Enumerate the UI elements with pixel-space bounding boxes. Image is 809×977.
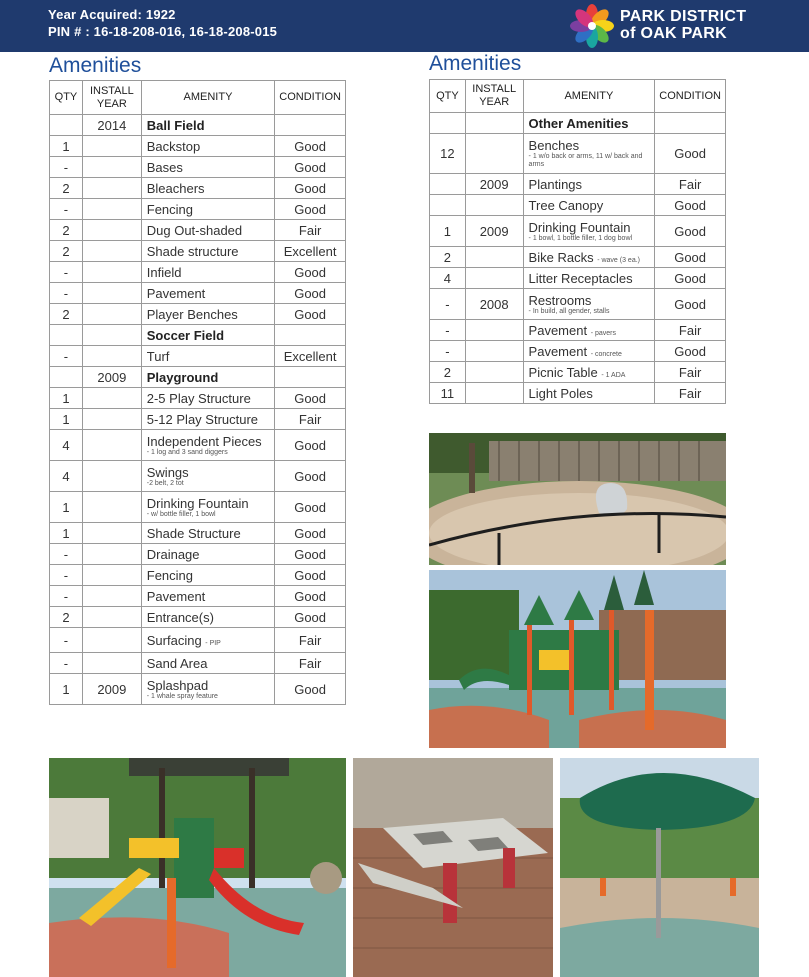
amenity-cell	[141, 492, 274, 523]
amenity-cell	[141, 388, 274, 409]
qty-header: QTY	[50, 81, 83, 115]
install-year-cell	[82, 325, 141, 346]
qty-cell: 2	[50, 178, 83, 199]
category-row	[50, 115, 346, 136]
table-row	[430, 268, 726, 289]
amenity-note: - wave (3 ea.)	[597, 256, 640, 264]
amenity-note: - PIP	[205, 639, 221, 647]
amenity-name-swings: Swings	[146, 464, 189, 480]
amenity-cell	[141, 461, 274, 492]
amenity-cell	[523, 320, 655, 341]
condition-cell: Good	[655, 195, 726, 216]
pin-number: PIN # : 16-18-208-016, 16-18-208-015	[48, 24, 278, 39]
qty-cell: 1	[50, 388, 83, 409]
install-year-cell: 2009	[82, 674, 141, 705]
qty-cell: 1	[50, 136, 83, 157]
install-year-cell	[82, 346, 141, 367]
qty-cell	[430, 113, 466, 134]
install-year-cell: 2009	[465, 216, 523, 247]
logo-line-1: PARK DISTRICT	[620, 8, 747, 25]
condition-cell: Good	[655, 247, 726, 268]
qty-cell: 1	[50, 409, 83, 430]
condition-cell: Fair	[655, 174, 726, 195]
install-year-cell	[82, 586, 141, 607]
condition-cell: Good	[275, 199, 346, 220]
condition-cell	[275, 115, 346, 136]
amenity-cell	[523, 216, 655, 247]
amenity-cell	[523, 383, 655, 404]
table-header-row	[50, 81, 346, 115]
install-year-cell	[82, 136, 141, 157]
photo-picnic-table	[353, 758, 553, 977]
qty-cell: -	[50, 586, 83, 607]
install-year-cell	[465, 383, 523, 404]
install-year-cell	[82, 461, 141, 492]
qty-cell	[50, 115, 83, 136]
amenity-cell	[523, 195, 655, 216]
qty-header: QTY	[430, 80, 466, 113]
amenity-name-pavement: Pavement	[528, 322, 588, 338]
amenity-name-bike-racks: Bike Racks	[528, 249, 594, 265]
condition-cell: Good	[275, 607, 346, 628]
table-row	[50, 628, 346, 653]
install-year-cell	[82, 430, 141, 461]
table-row	[50, 283, 346, 304]
qty-cell: 11	[430, 383, 466, 404]
install-year-cell	[82, 565, 141, 586]
amenity-cell	[141, 565, 274, 586]
table-row	[50, 430, 346, 461]
qty-cell: -	[50, 157, 83, 178]
table-row	[50, 492, 346, 523]
condition-cell: Good	[275, 430, 346, 461]
table-row	[50, 653, 346, 674]
table-row	[430, 174, 726, 195]
amenity-name-ball-field: Ball Field	[146, 117, 205, 133]
amenity-note: - 1 log and 3 sand diggers	[146, 448, 228, 456]
qty-cell: -	[430, 320, 466, 341]
amenity-name-5-12-play-structure: 5-12 Play Structure	[146, 411, 259, 427]
amenity-name-bleachers: Bleachers	[146, 180, 205, 196]
amenity-cell	[141, 674, 274, 705]
condition-cell: Good	[275, 157, 346, 178]
install-year-cell: 2009	[465, 174, 523, 195]
amenity-name-drainage: Drainage	[146, 546, 200, 562]
amenity-note: - 1 whale spray feature	[146, 692, 218, 700]
install-year-cell	[82, 178, 141, 199]
install-year-cell: 2014	[82, 115, 141, 136]
table-row	[50, 409, 346, 430]
category-row	[430, 113, 726, 134]
qty-cell: 4	[50, 430, 83, 461]
install-year-header: INSTALL YEAR	[465, 80, 523, 113]
table-row	[50, 607, 346, 628]
amenity-name-backstop: Backstop	[146, 138, 201, 154]
qty-cell: -	[50, 283, 83, 304]
amenity-cell	[523, 174, 655, 195]
amenity-name-fencing: Fencing	[146, 567, 193, 583]
condition-header: CONDITION	[275, 81, 346, 115]
amenity-header: AMENITY	[523, 80, 655, 113]
qty-cell: 1	[50, 523, 83, 544]
condition-cell	[655, 113, 726, 134]
qty-cell: 2	[430, 362, 466, 383]
amenity-name-entrance-s: Entrance(s)	[146, 609, 214, 625]
amenity-cell	[141, 409, 274, 430]
table-row	[50, 262, 346, 283]
qty-cell: -	[50, 565, 83, 586]
amenity-name-player-benches: Player Benches	[146, 306, 238, 322]
table-row	[430, 216, 726, 247]
amenity-cell	[523, 113, 655, 134]
condition-cell: Fair	[655, 320, 726, 341]
install-year-cell	[82, 199, 141, 220]
install-year-cell	[82, 409, 141, 430]
amenity-cell	[523, 268, 655, 289]
table-row	[430, 247, 726, 268]
amenity-name-bases: Bases	[146, 159, 183, 175]
logo-line-2: of OAK PARK	[620, 25, 727, 42]
photo-playground-structure	[429, 570, 726, 748]
condition-cell: Good	[275, 492, 346, 523]
condition-cell: Good	[275, 304, 346, 325]
condition-cell: Good	[655, 289, 726, 320]
amenity-cell	[141, 346, 274, 367]
amenity-cell	[523, 362, 655, 383]
amenity-name-pavement: Pavement	[528, 343, 588, 359]
install-year-cell	[465, 320, 523, 341]
amenity-cell	[141, 523, 274, 544]
condition-cell: Good	[275, 461, 346, 492]
amenity-name-other-amenities: Other Amenities	[528, 115, 629, 131]
amenity-note: - In build, all gender, stalls	[528, 307, 610, 315]
table-row	[50, 178, 346, 199]
install-year-cell	[82, 241, 141, 262]
qty-cell: 1	[430, 216, 466, 247]
qty-cell: 4	[50, 461, 83, 492]
table-row	[50, 304, 346, 325]
install-year-cell	[82, 523, 141, 544]
condition-cell: Excellent	[275, 241, 346, 262]
amenity-name-drinking-fountain: Drinking Fountain	[146, 495, 249, 511]
table-row	[430, 289, 726, 320]
condition-cell: Fair	[275, 653, 346, 674]
install-year-cell	[82, 653, 141, 674]
install-year-cell	[465, 268, 523, 289]
amenity-name-pavement: Pavement	[146, 285, 206, 301]
amenity-name-splashpad: Splashpad	[146, 677, 209, 693]
table-row	[50, 136, 346, 157]
amenity-name-benches: Benches	[528, 138, 580, 153]
install-year-cell	[465, 134, 523, 174]
table-row	[50, 220, 346, 241]
amenity-cell	[141, 586, 274, 607]
install-year-cell	[82, 262, 141, 283]
amenity-note: - 1 ADA	[601, 371, 626, 379]
table-row	[50, 544, 346, 565]
condition-cell: Good	[275, 178, 346, 199]
condition-cell: Good	[275, 674, 346, 705]
table-row	[430, 341, 726, 362]
qty-cell: 4	[430, 268, 466, 289]
amenity-cell	[523, 134, 655, 174]
condition-cell	[275, 367, 346, 388]
condition-cell: Good	[275, 262, 346, 283]
condition-cell: Good	[275, 523, 346, 544]
amenity-cell	[141, 367, 274, 388]
table-row	[50, 388, 346, 409]
amenity-note: - concrete	[590, 350, 622, 358]
amenity-note: - 1 bowl, 1 bottle filler, 1 dog bowl	[528, 234, 633, 242]
amenity-note: -2 belt, 2 tot	[146, 479, 184, 487]
condition-header: CONDITION	[655, 80, 726, 113]
amenity-name-fencing: Fencing	[146, 201, 193, 217]
table-row	[50, 241, 346, 262]
amenity-name-playground: Playground	[146, 369, 219, 385]
install-year-cell	[82, 607, 141, 628]
install-year-cell	[82, 157, 141, 178]
qty-cell: 2	[430, 247, 466, 268]
amenity-name-drinking-fountain: Drinking Fountain	[528, 219, 631, 235]
amenity-name-shade-structure: Shade Structure	[146, 525, 241, 541]
table-row	[50, 565, 346, 586]
table-row	[430, 362, 726, 383]
condition-cell: Fair	[655, 362, 726, 383]
amenity-name-shade-structure: Shade structure	[146, 243, 239, 259]
amenity-cell	[141, 178, 274, 199]
qty-cell: 2	[50, 220, 83, 241]
amenity-note: - w/ bottle filler, 1 bowl	[146, 510, 216, 518]
install-year-cell	[82, 304, 141, 325]
condition-cell: Good	[655, 341, 726, 362]
qty-cell: -	[430, 341, 466, 362]
amenity-cell	[523, 341, 655, 362]
qty-cell	[50, 325, 83, 346]
install-year-cell	[82, 628, 141, 653]
table-row	[430, 320, 726, 341]
qty-cell	[430, 174, 466, 195]
qty-cell	[430, 195, 466, 216]
amenity-cell	[141, 262, 274, 283]
amenity-cell	[523, 247, 655, 268]
amenity-note: - 1 w/o back or arms, 11 w/ back and arms	[528, 153, 643, 168]
condition-cell: Fair	[275, 628, 346, 653]
install-year-cell: 2009	[82, 367, 141, 388]
right-amenities-table	[429, 79, 726, 404]
qty-cell: -	[430, 289, 466, 320]
qty-cell: -	[50, 199, 83, 220]
qty-cell: 12	[430, 134, 466, 174]
install-year-cell	[82, 283, 141, 304]
install-year-cell	[465, 247, 523, 268]
page-header	[0, 0, 809, 52]
amenity-name-light-poles: Light Poles	[528, 385, 593, 401]
condition-cell: Good	[275, 136, 346, 157]
qty-cell: -	[50, 653, 83, 674]
condition-cell: Good	[655, 216, 726, 247]
amenity-cell	[141, 628, 274, 653]
amenity-cell	[141, 283, 274, 304]
table-row	[50, 346, 346, 367]
left-amenities-table	[49, 80, 346, 705]
table-row	[50, 674, 346, 705]
install-year-cell	[82, 492, 141, 523]
amenity-cell	[141, 304, 274, 325]
amenity-name-pavement: Pavement	[146, 588, 206, 604]
photo-shaded-playground	[49, 758, 346, 977]
qty-cell: -	[50, 346, 83, 367]
amenity-name-sand-area: Sand Area	[146, 655, 208, 671]
amenity-cell	[141, 241, 274, 262]
condition-cell: Fair	[655, 383, 726, 404]
parcel-info	[48, 6, 277, 40]
table-row	[50, 461, 346, 492]
qty-cell: 2	[50, 304, 83, 325]
amenity-cell	[141, 325, 274, 346]
amenity-name-dug-out-shaded: Dug Out-shaded	[146, 222, 243, 238]
amenity-cell	[141, 136, 274, 157]
condition-cell: Good	[655, 268, 726, 289]
table-header-row	[430, 80, 726, 113]
qty-cell: 1	[50, 674, 83, 705]
condition-cell: Good	[655, 134, 726, 174]
amenity-name-restrooms: Restrooms	[528, 292, 592, 308]
amenity-cell	[141, 430, 274, 461]
install-year-cell	[82, 544, 141, 565]
install-year-cell	[465, 362, 523, 383]
qty-cell: 2	[50, 607, 83, 628]
right-section-title: Amenities	[429, 52, 522, 75]
amenity-name-soccer-field: Soccer Field	[146, 327, 225, 343]
condition-cell: Fair	[275, 220, 346, 241]
install-year-cell: 2008	[465, 289, 523, 320]
table-row	[50, 157, 346, 178]
table-row	[50, 199, 346, 220]
amenity-name-independent-pieces: Independent Pieces	[146, 433, 262, 449]
install-year-cell	[82, 220, 141, 241]
table-row	[430, 134, 726, 174]
left-section-title: Amenities	[49, 54, 142, 77]
table-row	[430, 383, 726, 404]
condition-cell: Good	[275, 283, 346, 304]
amenity-name-picnic-table: Picnic Table	[528, 364, 598, 380]
amenity-cell	[141, 544, 274, 565]
amenity-cell	[141, 115, 274, 136]
install-year-cell	[465, 341, 523, 362]
qty-cell	[50, 367, 83, 388]
condition-cell	[275, 325, 346, 346]
condition-cell: Fair	[275, 409, 346, 430]
amenity-name-turf: Turf	[146, 348, 170, 364]
install-year-cell	[465, 113, 523, 134]
condition-cell: Good	[275, 388, 346, 409]
condition-cell: Excellent	[275, 346, 346, 367]
table-row	[50, 586, 346, 607]
condition-cell: Good	[275, 586, 346, 607]
amenity-name-surfacing: Surfacing	[146, 632, 202, 648]
year-acquired: Year Acquired: 1922	[48, 7, 176, 22]
amenity-cell	[523, 289, 655, 320]
amenity-header: AMENITY	[141, 81, 274, 115]
logo-wordmark	[620, 8, 746, 42]
photo-shade-umbrella	[560, 758, 759, 977]
category-row	[50, 325, 346, 346]
amenity-name-plantings: Plantings	[528, 176, 583, 192]
qty-cell: -	[50, 262, 83, 283]
install-year-cell	[465, 195, 523, 216]
qty-cell: -	[50, 544, 83, 565]
amenity-cell	[141, 220, 274, 241]
condition-cell: Good	[275, 565, 346, 586]
category-row	[50, 367, 346, 388]
qty-cell: -	[50, 628, 83, 653]
table-row	[50, 523, 346, 544]
photo-splashpad-whale	[429, 433, 726, 565]
amenity-cell	[141, 199, 274, 220]
amenity-cell	[141, 607, 274, 628]
amenity-note: - pavers	[590, 329, 617, 337]
amenity-cell	[141, 653, 274, 674]
qty-cell: 2	[50, 241, 83, 262]
table-row	[430, 195, 726, 216]
condition-cell: Good	[275, 544, 346, 565]
amenity-name-tree-canopy: Tree Canopy	[528, 197, 604, 213]
amenity-name-infield: Infield	[146, 264, 182, 280]
qty-cell: 1	[50, 492, 83, 523]
amenity-name-2-5-play-structure: 2-5 Play Structure	[146, 390, 251, 406]
amenity-name-litter-receptacles: Litter Receptacles	[528, 270, 633, 286]
install-year-cell	[82, 388, 141, 409]
amenity-cell	[141, 157, 274, 178]
install-year-header: INSTALL YEAR	[82, 81, 141, 115]
